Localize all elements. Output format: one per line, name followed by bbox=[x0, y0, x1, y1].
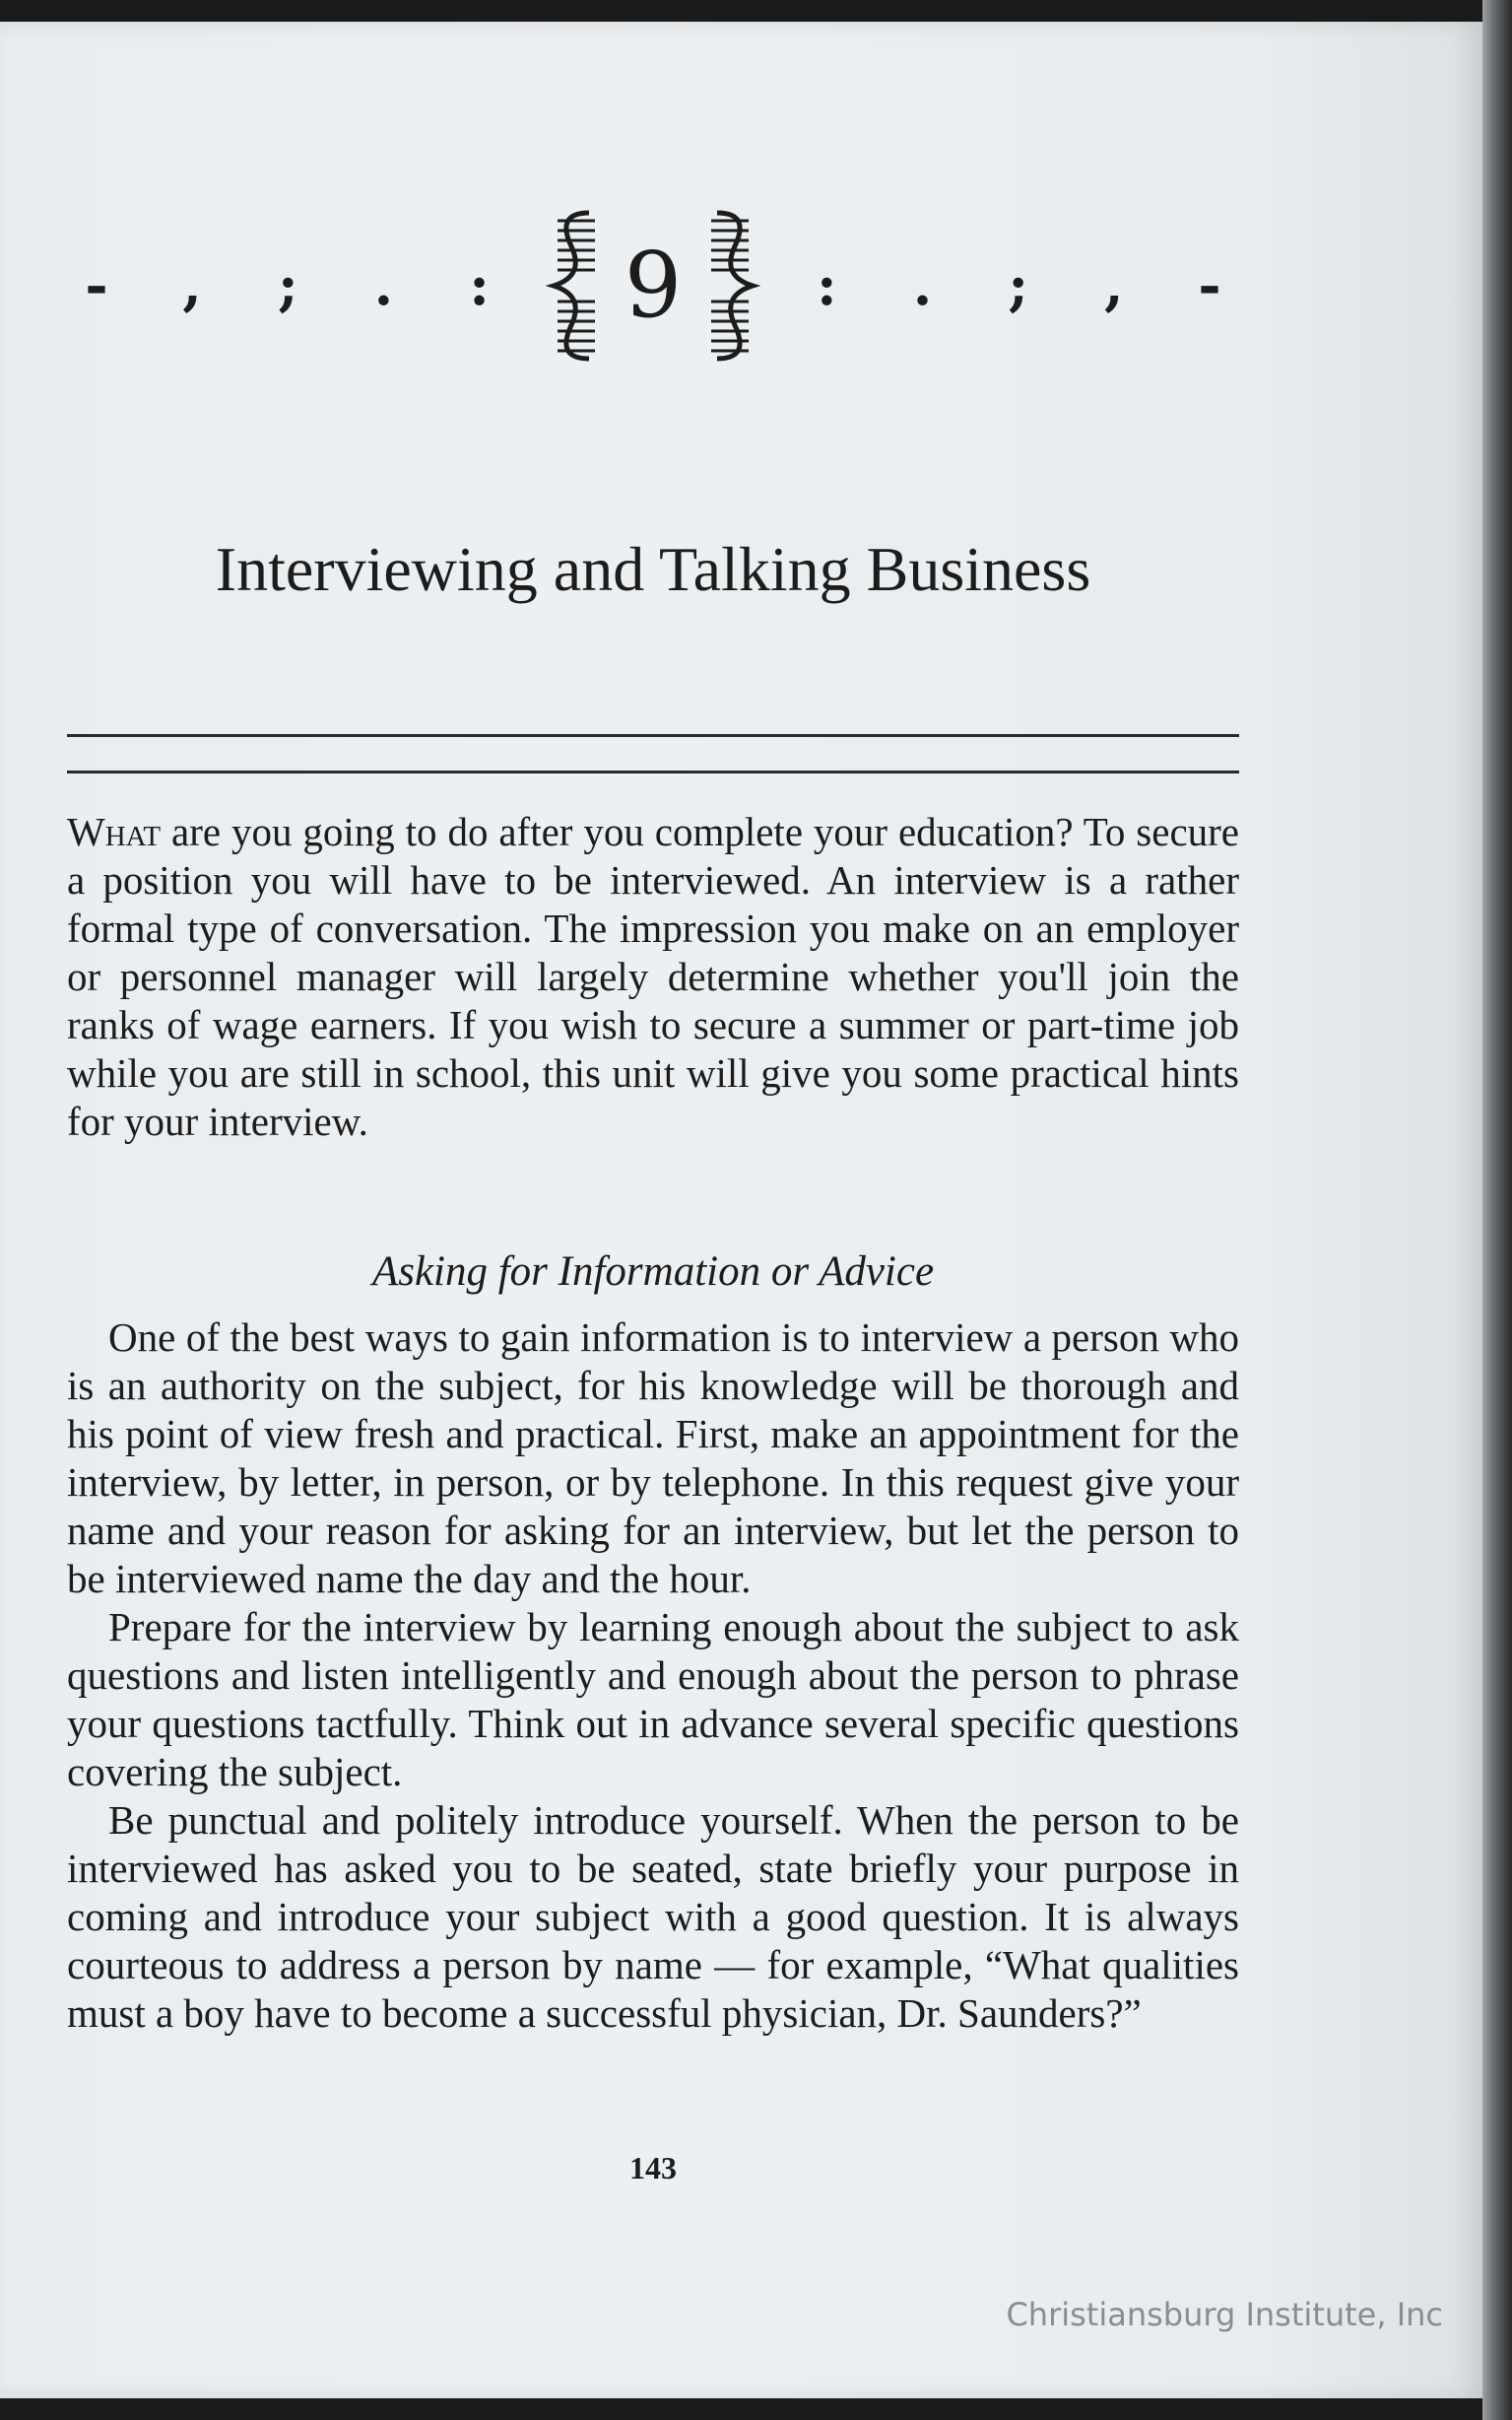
intro-paragraph bbox=[67, 808, 1239, 1146]
watermark-text: Christiansburg Institute, Inc bbox=[1006, 2296, 1443, 2333]
intro-block bbox=[67, 808, 1239, 1146]
title-rule-top bbox=[67, 734, 1239, 737]
ornament-right-4: , bbox=[1104, 253, 1124, 318]
section-paragraph-1: One of the best ways to gain information is to interview a person who is an authority on the subject, for his knowledge will be thorough and his point of view fresh and practical. First, make an appointment for the interview, by letter, in person, or by telephone. In this request give your name and your reason for asking for an interview, but let the person to be interviewed name the day and the hour. bbox=[67, 1314, 1239, 1601]
section-paragraph-2: Prepare for the interview by learning enough about the subject to ask questions and listen intelligently and enough about the person to phrase your questions tactfully. Think out in advance several specific questions covering the subject. bbox=[67, 1604, 1239, 1794]
section-heading: Asking for Information or Advice bbox=[371, 1248, 935, 1295]
ornament-right-3: ; bbox=[1008, 253, 1028, 318]
left-brace-icon bbox=[546, 207, 601, 365]
ornament-left-1: - bbox=[85, 253, 108, 318]
chapter-title: Interviewing and Talking Business bbox=[215, 534, 1091, 604]
book-page bbox=[0, 22, 1482, 2398]
chapter-number-box bbox=[546, 207, 761, 365]
page-number: 143 bbox=[629, 2150, 677, 2185]
ornament-right-2: . bbox=[912, 253, 933, 318]
intro-text: are you going to do after you complete your education? To secure a position you will have to be interviewed. An interview is a rather formal type of conversation. The impression you make on an employer or personnel manager will largely determine whether you'll join the ranks of wage earners. If you wish to secure a summer or part-time job while you are still in school, this unit will give you some practical hints for your interview. bbox=[67, 809, 1239, 1144]
section-paragraph-3: Be punctual and politely introduce yourself. When the person to be interviewed has asked you to be seated, state briefly your purpose in coming and introduce your subject with a good question. It is always courteous to address a person by name — for example, “What qualities must a boy have to become a successful physician, Dr. Saunders?” bbox=[67, 1797, 1239, 2036]
chapter-ornament bbox=[67, 197, 1239, 374]
section-block bbox=[67, 1247, 1239, 2038]
ornament-right-1: : bbox=[817, 253, 837, 318]
intro-lead-word: What bbox=[67, 809, 162, 854]
ornament-left-4: . bbox=[373, 253, 394, 318]
ornament-right-5: - bbox=[1198, 253, 1221, 318]
chapter-number: 9 bbox=[624, 233, 683, 338]
ornament-left-5: : bbox=[469, 253, 490, 318]
right-brace-icon bbox=[705, 207, 760, 365]
page-edge-shadow bbox=[1482, 0, 1512, 2420]
title-rule-bottom bbox=[67, 771, 1239, 773]
ornament-left-3: ; bbox=[277, 253, 298, 318]
ornament-left-2: , bbox=[182, 253, 202, 318]
